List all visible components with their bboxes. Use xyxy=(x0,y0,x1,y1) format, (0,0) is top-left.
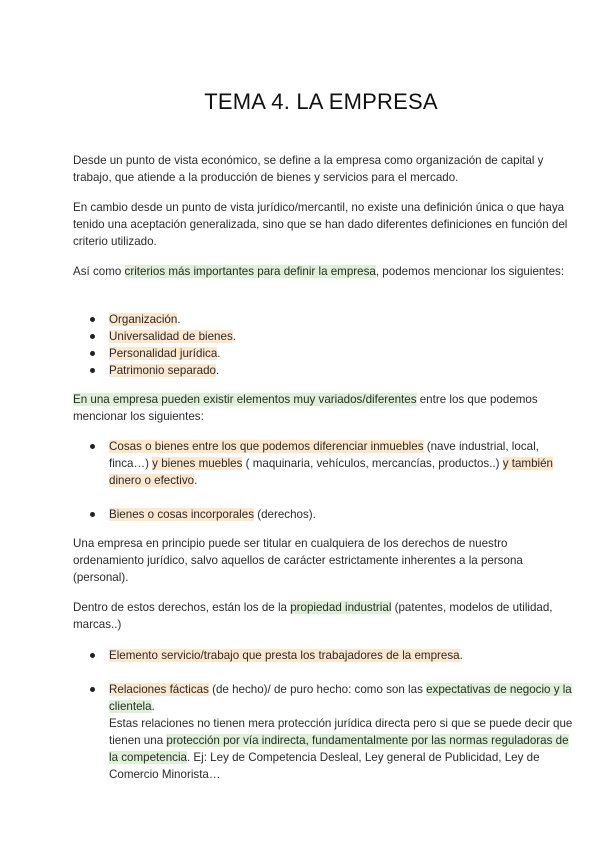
text: , podemos mencionar los siguientes: xyxy=(375,265,565,278)
bullet-icon xyxy=(90,334,95,339)
highlight-relaciones-facticas: Relaciones fácticas xyxy=(109,683,209,696)
bullet-icon xyxy=(90,368,95,373)
text: (de hecho)/ de puro hecho: como son las xyxy=(208,683,427,696)
bullet-icon xyxy=(90,351,95,356)
text: . Ej: Ley de Competencia Desleal, Ley general de Publicidad, Ley de Comercio Minorista… xyxy=(109,751,540,781)
bullet-icon xyxy=(90,512,95,517)
highlight-proteccion-indirecta: protección por vía indirecta, fundamentalmente por las normas reguladoras de la competencia xyxy=(109,734,569,764)
paragraph-economic-definition: Desde un punto de vista económico, se define a la empresa como organización de capital y trabajo, que atiende a la producción de bienes y servicios para el mercado. xyxy=(73,154,544,184)
paragraph-propiedad-industrial xyxy=(73,599,573,633)
paragraph-titular-derechos: Una empresa en principio puede ser titular en cualquiera de los derechos de nuestro ordenamiento jurídico, salvo aquellos de carácter estrictamente inherentes a la persona (personal). xyxy=(73,537,523,584)
list-item xyxy=(73,345,573,362)
list-item xyxy=(73,362,573,379)
text: Estas relaciones no tienen mera protección jurídica directa pero si que se puede decir que tienen una xyxy=(109,717,573,747)
text: (patentes, modelos de utilidad, marcas..) xyxy=(73,601,553,631)
highlight-inmuebles: Cosas o bienes entre los que podemos diferenciar inmuebles xyxy=(109,440,424,453)
list-item xyxy=(73,647,573,664)
page-title: TEMA 4. LA EMPRESA xyxy=(204,88,438,114)
highlight-item: Patrimonio separado xyxy=(109,364,216,377)
list-spacer xyxy=(73,664,573,681)
text: ( maquinaria, vehículos, mercancías, productos..) xyxy=(242,457,503,470)
highlight-criteria: criterios más importantes para definir la empresa xyxy=(124,265,376,278)
bullet-icon xyxy=(90,653,95,658)
highlight-propiedad-industrial: propiedad industrial xyxy=(290,601,392,614)
elements-list xyxy=(73,438,573,523)
paragraph-elements-intro xyxy=(73,391,573,425)
bullet-icon xyxy=(90,444,95,449)
highlight-expectativas: expectativas de negocio y la clientela xyxy=(109,683,572,713)
text: . xyxy=(151,700,155,713)
list-item xyxy=(73,311,573,328)
highlight-item: Organización xyxy=(109,313,178,326)
highlight-servicio-trabajo: Elemento servicio/trabajo que presta los trabajadores de la empresa xyxy=(109,649,460,662)
text: . xyxy=(215,364,220,377)
highlight-elements: En una empresa pueden existir elementos muy variados/diferentes xyxy=(73,393,417,406)
paragraph-criteria-intro xyxy=(73,263,573,280)
text: . xyxy=(194,474,198,487)
list-item xyxy=(73,506,573,523)
text: entre los que podemos mencionar los siguientes: xyxy=(73,393,538,423)
text: Dentro de estos derechos, están los de la xyxy=(73,601,291,614)
list-item xyxy=(73,438,573,489)
bullet-icon xyxy=(90,317,95,322)
text: . xyxy=(177,313,181,326)
text: (nave industrial, local, finca…) xyxy=(109,440,539,470)
highlight-incorporales: Bienes o cosas incorporales xyxy=(109,508,255,521)
text: Así como xyxy=(73,265,125,278)
paragraph-legal-definition: En cambio desde un punto de vista jurídico/mercantil, no existe una definición única o que haya tenido una aceptación generalizada, sino que se han dado diferentes definiciones en función del criterio utilizado. xyxy=(73,201,568,248)
text: . xyxy=(232,330,236,343)
list-item xyxy=(73,681,573,783)
highlight-item: Universalidad de bienes xyxy=(109,330,233,343)
text: . xyxy=(459,649,463,662)
highlight-dinero: y también dinero o efectivo xyxy=(109,457,553,487)
rights-list xyxy=(73,647,573,783)
list-spacer xyxy=(73,489,573,506)
list-item xyxy=(73,328,573,345)
text: (derechos). xyxy=(254,508,316,521)
criteria-list xyxy=(73,311,573,379)
highlight-item: Personalidad jurídica xyxy=(109,347,218,360)
bullet-icon xyxy=(90,687,95,692)
highlight-muebles: y bienes muebles xyxy=(152,457,243,470)
text: . xyxy=(217,347,221,360)
